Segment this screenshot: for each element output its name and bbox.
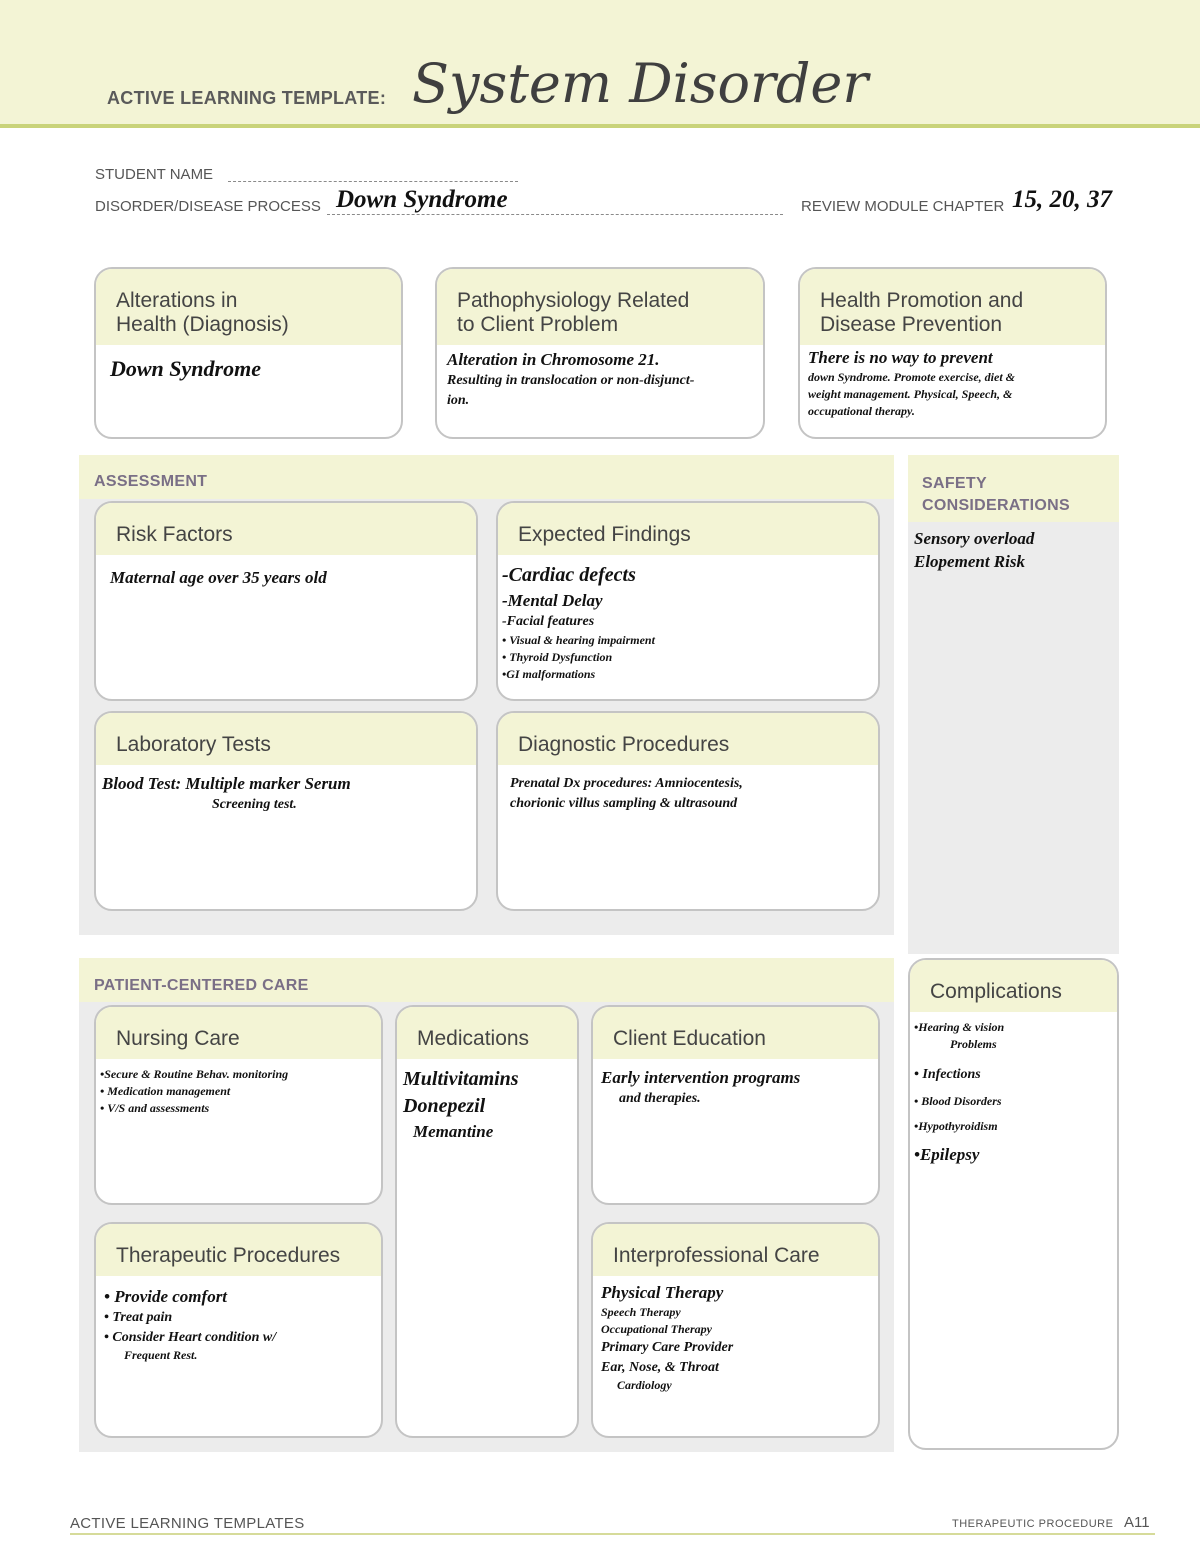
laboratory-tests-heading: Laboratory Tests	[96, 713, 476, 765]
therapeutic-procedures-line-3[interactable]: • Consider Heart condition w/	[104, 1329, 277, 1345]
health-promotion-line-1[interactable]: There is no way to prevent	[808, 348, 993, 367]
safety-label: SAFETY CONSIDERATIONS	[922, 475, 1070, 514]
complications-line-3[interactable]: • Infections	[914, 1067, 981, 1082]
alterations-heading	[96, 269, 401, 345]
interprofessional-care-line-2[interactable]: Speech Therapy	[601, 1305, 681, 1320]
alterations-heading-line1: Alterations in	[116, 289, 238, 312]
medications-line-3[interactable]: Memantine	[413, 1122, 494, 1141]
complications-line-1[interactable]: •Hearing & vision	[914, 1020, 1005, 1034]
safety-line-2[interactable]: Elopement Risk	[914, 552, 1025, 572]
diagnostic-procedures-heading: Diagnostic Procedures	[498, 713, 878, 765]
expected-findings-line-6[interactable]: •GI malformations	[502, 666, 596, 681]
health-promotion-line-4[interactable]: occupational therapy.	[808, 404, 915, 419]
expected-findings-heading: Expected Findings	[498, 503, 878, 555]
pathophysiology-heading-line2: to Client Problem	[457, 313, 619, 336]
footer-page-number: A11	[1124, 1514, 1150, 1531]
disorder-field[interactable]: Down Syndrome	[336, 186, 508, 213]
pathophysiology-box	[435, 267, 765, 439]
health-promotion-heading	[800, 269, 1105, 345]
complications-line-5[interactable]: •Hypothyroidism	[914, 1118, 998, 1133]
alterations-box	[94, 267, 403, 439]
interprofessional-care-heading: Interprofessional Care	[593, 1224, 878, 1276]
pathophysiology-line-2[interactable]: Resulting in translocation or non-disjunct-	[447, 373, 695, 389]
pathophysiology-line-3[interactable]: ion.	[447, 392, 470, 408]
review-chapter-field[interactable]: 15, 20, 37	[1012, 186, 1112, 213]
risk-factors-heading: Risk Factors	[96, 503, 476, 555]
nursing-care-box	[94, 1005, 383, 1205]
template-prefix: ACTIVE LEARNING TEMPLATE:	[107, 88, 387, 108]
therapeutic-procedures-box	[94, 1222, 383, 1438]
safety-line-1[interactable]: Sensory overload	[914, 529, 1035, 548]
complications-heading: Complications	[910, 960, 1117, 1012]
interprofessional-care-line-6[interactable]: Cardiology	[617, 1378, 672, 1393]
pathophysiology-line-1[interactable]: Alteration in Chromosome 21.	[447, 350, 660, 369]
therapeutic-procedures-line-2[interactable]: • Treat pain	[104, 1310, 173, 1326]
client-education-line-2[interactable]: and therapies.	[619, 1091, 701, 1107]
complications-line-4[interactable]: • Blood Disorders	[914, 1093, 1002, 1108]
interprofessional-care-line-3[interactable]: Occupational Therapy	[601, 1322, 712, 1337]
review-chapter-label: REVIEW MODULE CHAPTER	[801, 198, 1005, 215]
client-education-heading: Client Education	[593, 1007, 878, 1059]
alterations-heading-line2: Health (Diagnosis)	[116, 313, 289, 336]
diagnostic-procedures-line-1[interactable]: Prenatal Dx procedures: Amniocentesis,	[510, 776, 743, 791]
expected-findings-line-4[interactable]: • Visual & hearing impairment	[502, 632, 655, 647]
complications-line-2[interactable]: Problems	[950, 1037, 997, 1051]
diagnostic-procedures-box	[496, 711, 880, 911]
health-promotion-heading-line2: Disease Prevention	[820, 313, 1003, 336]
diagnostic-procedures-line-2[interactable]: chorionic villus sampling & ultrasound	[510, 795, 738, 811]
client-education-box	[591, 1005, 880, 1205]
expected-findings-line-3[interactable]: -Facial features	[502, 614, 595, 630]
assessment-label: ASSESSMENT	[94, 473, 208, 490]
expected-findings-box	[496, 501, 880, 701]
health-promotion-line-3[interactable]: weight management. Physical, Speech, &	[808, 387, 1013, 402]
expected-findings-line-1[interactable]: -Cardiac defects	[502, 564, 636, 586]
footer-right: THERAPEUTIC PROCEDURE	[952, 1518, 1114, 1530]
interprofessional-care-box	[591, 1222, 880, 1438]
health-promotion-heading-line1: Health Promotion and	[820, 289, 1024, 312]
expected-findings-line-2[interactable]: -Mental Delay	[502, 591, 603, 610]
risk-factors-line-1[interactable]: Maternal age over 35 years old	[110, 568, 327, 587]
expected-findings-line-5[interactable]: • Thyroid Dysfunction	[502, 649, 613, 664]
health-promotion-box	[798, 267, 1107, 439]
student-name-label: STUDENT NAME	[95, 166, 214, 183]
therapeutic-procedures-line-1[interactable]: • Provide comfort	[104, 1287, 228, 1306]
nursing-care-line-3[interactable]: • V/S and assessments	[100, 1101, 210, 1115]
medications-line-2[interactable]: Donepezil	[403, 1095, 486, 1117]
therapeutic-procedures-line-4[interactable]: Frequent Rest.	[124, 1348, 198, 1363]
nursing-care-heading: Nursing Care	[96, 1007, 381, 1059]
complications-line-6[interactable]: •Epilepsy	[914, 1144, 980, 1164]
disorder-label: DISORDER/DISEASE PROCESS	[95, 198, 321, 215]
client-education-line-1[interactable]: Early intervention programs	[601, 1068, 801, 1087]
interprofessional-care-line-1[interactable]: Physical Therapy	[601, 1283, 724, 1302]
student-name-line	[228, 180, 518, 182]
laboratory-tests-line-2[interactable]: Screening test.	[212, 797, 297, 813]
template-title: System Disorder	[412, 52, 869, 115]
safety-text	[914, 526, 1114, 575]
interprofessional-care-line-5[interactable]: Ear, Nose, & Throat	[601, 1359, 719, 1375]
risk-factors-box	[94, 501, 478, 701]
laboratory-tests-box	[94, 711, 478, 911]
health-promotion-line-2[interactable]: down Syndrome. Promote exercise, diet &	[808, 370, 1015, 385]
complications-box	[908, 958, 1119, 1450]
patient-centered-care-label: PATIENT-CENTERED CARE	[94, 977, 309, 994]
therapeutic-procedures-heading: Therapeutic Procedures	[96, 1224, 381, 1276]
medications-line-1[interactable]: Multivitamins	[403, 1068, 519, 1090]
medications-box	[395, 1005, 579, 1438]
footer-rule	[70, 1533, 1155, 1535]
alterations-text[interactable]: Down Syndrome	[110, 356, 261, 381]
header-rule	[0, 124, 1200, 128]
laboratory-tests-line-1[interactable]: Blood Test: Multiple marker Serum	[102, 774, 351, 793]
nursing-care-line-2[interactable]: • Medication management	[100, 1084, 231, 1098]
footer-left: ACTIVE LEARNING TEMPLATES	[70, 1515, 305, 1532]
medications-heading: Medications	[397, 1007, 577, 1059]
pathophysiology-heading-line1: Pathophysiology Related	[457, 289, 690, 312]
pathophysiology-heading	[437, 269, 763, 345]
nursing-care-line-1[interactable]: •Secure & Routine Behav. monitoring	[100, 1067, 289, 1081]
interprofessional-care-line-4[interactable]: Primary Care Provider	[601, 1340, 734, 1356]
